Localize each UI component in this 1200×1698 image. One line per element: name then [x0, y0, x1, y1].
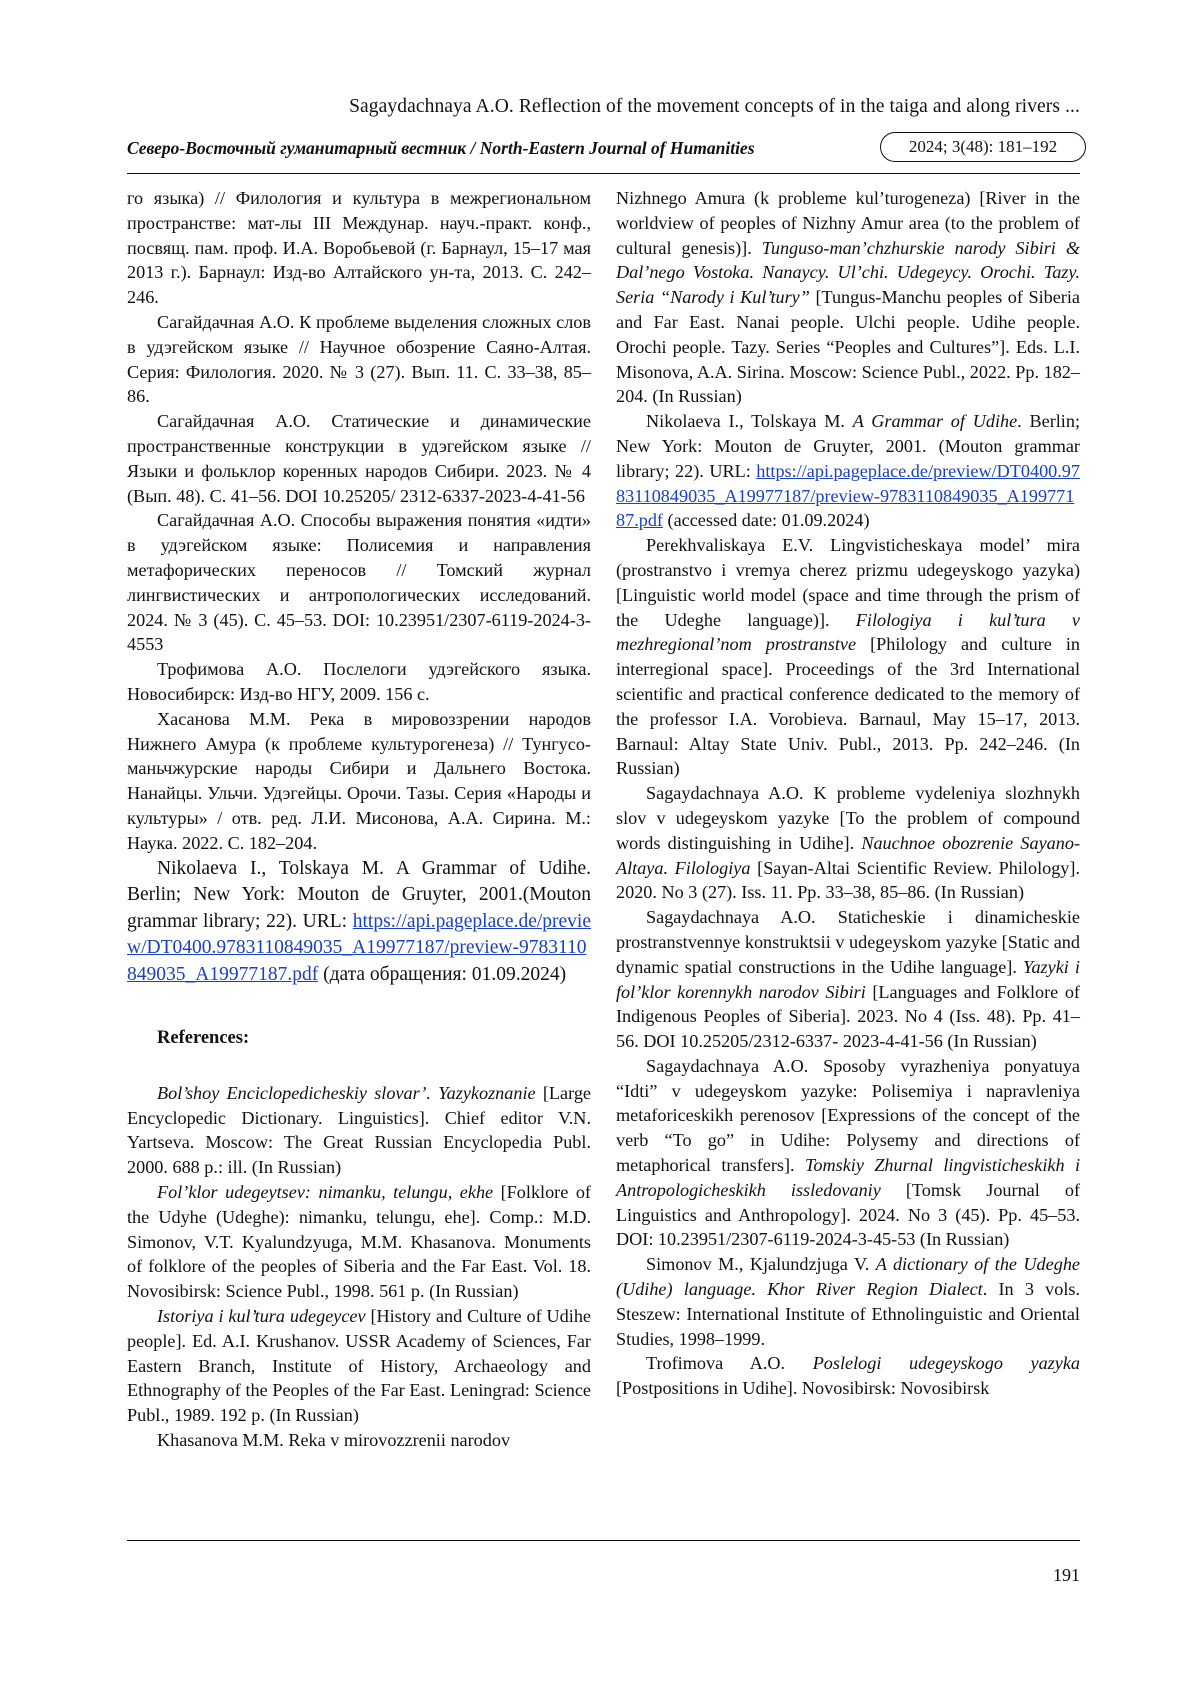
ref-entry: [127, 1180, 591, 1304]
ref-title: Tunguso-man’chzhurskie narody Sibiri & Dal’nego Vostoka. Nanaycy. Ul’chi. Udegeycy. Orochi. Tazy. Seria “Narody i Kul’tury”: [616, 237, 1080, 308]
ref-entry: [616, 781, 1080, 905]
ref-text: [Tungus-Manchu peoples of Siberia and Far East. Nanai people. Ulchi people. Udihe people. Orochi people. Tazy. Series “Peoples and Cultures”]. Eds. L.I. Misonova, A.A. Sirina. Moscow: Science Publ., 2022. Pp. 182–204. (In Russian): [616, 287, 1080, 407]
ref-text: [Postpositions in Udihe]. Novosibirsk: Novosibirsk: [616, 1378, 990, 1399]
ref-entry: Сагайдачная А.О. К проблеме выделения сложных слов в удэгейском языке // Научное обозрение Саяно-Алтая. Серия: Филология. 2020. № 3 (27). Вып. 11. С. 33–38, 85–86.: [127, 311, 591, 407]
ref-entry: [127, 1081, 591, 1180]
ref-entry: [616, 1252, 1080, 1351]
ref-entry: [127, 1304, 591, 1428]
ref-text: [Tomsk Journal of Linguistics and Anthropology]. 2024. No 3 (45). Pp. 45–53. DOI: 10.23951/2307-6119-2024-3-45-53 (In Russian): [616, 1179, 1080, 1250]
ref-entry: Хасанова М.М. Река в мировоззрении народов Нижнего Амура (к проблеме культурогенеза) // Тунгусо-маньчжурские народы Сибири и Дальнего Востока. Нанайцы. Ульчи. Удэгейцы. Орочи. Тазы. Серия «Народы и культуры» / отв. ред. Л.И. Мисонова, А.А. Сирина. М.: Наука. 2022. С. 182–204.: [127, 708, 591, 853]
header-rule: [127, 173, 1080, 174]
ref-continuation: го языка) // Филология и культура в межрегиональном пространстве: мат-лы III Междунар. науч.-практ. конф., посвящ. пам. проф. И.А. Воробьевой (г. Барнаул, 15–17 мая 2013 г.). Барнаул: Изд-во Алтайского ун-та, 2013. С. 242–246.: [127, 188, 591, 308]
ref-title: Filologiya i kul’tura v mezhregional’nom prostranstve: [616, 609, 1080, 655]
ref-title: Bol’shoy Enciclopedicheskiy slovar’. Yazykoznanie: [157, 1082, 536, 1103]
ref-title: Tomskiy Zhurnal lingvisticheskikh i Antropologicheskikh issledovaniy: [616, 1155, 1081, 1200]
issue-badge: 2024; 3(48): 181–192: [880, 132, 1086, 162]
footer-rule: [127, 1540, 1080, 1541]
journal-title: Северо-Восточный гуманитарный вестник / North-Eastern Journal of Humanities: [127, 138, 755, 158]
ref-text: [Languages and Folklore of Indigenous Peoples of Siberia]. 2023. No 4 (Iss. 48). Pp. 41–56. DOI 10.25205/2312-6337- 2023-4-41-56 (In Russian): [616, 981, 1080, 1052]
running-title: Sagaydachnaya A.O. Reflection of the movement concepts of in the taiga and along rivers ...: [349, 96, 1080, 117]
ref-text: [Philology and culture in interregional space]. Proceedings of the 3rd International scientific and practical conference dedicated to the memory of the professor I.A. Vorobieva. Barnaul, May 15–17, 2013. Barnaul: Altay State Univ. Publ., 2013. Pp. 242–246. (In Russian): [616, 634, 1080, 779]
ref-entry: Khasanova M.M. Reka v mirovozzrenii narodov: [157, 1429, 511, 1450]
ref-url-link[interactable]: https://api.pageplace.de/preview/DT0400.9783110849035_A19977187/preview-9783110849035_A19977187.pdf: [127, 910, 591, 985]
ref-text: Trofimova A.O.: [646, 1353, 813, 1374]
ref-text: Nizhnego Amura (k probleme kul’turogeneza) [River in the worldview of peoples of Nizhny Amur area (to the problem of cultural genesis)].: [616, 188, 1080, 258]
references-heading: References:: [157, 1028, 250, 1049]
ref-entry: [127, 856, 591, 989]
ref-title: Yazyki i fol’klor korennykh narodov Sibiri: [616, 956, 1080, 1002]
ref-entry: [616, 533, 1080, 781]
ref-url-link[interactable]: https://api.pageplace.de/preview/DT0400.9783110849035_A19977187/preview-9783110849035_A19977187.pdf: [616, 460, 1080, 531]
right-column: [616, 186, 1080, 1401]
ref-text: . In 3 vols. Steszew: International Institute of Ethnolinguistic and Oriental Studies, 1998–1999.: [616, 1279, 1080, 1349]
ref-entry: [616, 1351, 1080, 1401]
ref-text: Nikolaeva I., Tolskaya M. A Grammar of Udihe. Berlin; New York: Mouton de Gruyter, 2001.(Mouton grammar library; 22). URL:: [127, 857, 591, 932]
ref-entry: Трофимова А.О. Послелоги удэгейского языка. Новосибирск: Изд-во НГУ, 2009. 156 с.: [127, 659, 591, 704]
ref-text: [Folklore of the Udyhe (Udeghe): nimanku, telungu, ehe]. Comp.: M.D. Simonov, V.T. Kyalundzyuga, M.M. Khasanova. Monuments of folklore of the peoples of Siberia and the Far East. Vol. 18. Novosibirsk: Science Publ., 1998. 561 p. (In Russian): [127, 1182, 591, 1302]
ref-entry: [616, 409, 1080, 533]
ref-title: Nauchnoe obozrenie Sayano-Altaya. Filologiya: [616, 832, 1080, 878]
ref-text: Perekhvaliskaya E.V. Lingvisticheskaya model’ mira (prostranstvo i vremya cherez prizmu udegeyskogo yazyka) [Linguistic world model (space and time through the prism of the Udeghe language)].: [616, 535, 1080, 630]
ref-title: Fol’klor udegeytsev: nimanku, telungu, ekhe: [157, 1182, 494, 1202]
ref-text: Sagaydachnaya A.O. K probleme vydeleniya slozhnykh slov v udegeyskom yazyke [To the problem of compound words distinguishing in Udihe].: [616, 783, 1080, 853]
ref-title: Istoriya i kul’tura udegeycev: [157, 1305, 366, 1326]
ref-text: Simonov M., Kjalundzjuga V.: [646, 1254, 876, 1275]
ref-continuation: [616, 186, 1080, 409]
ref-entry: Сагайдачная А.О. Способы выражения понятия «идти» в удэгейском языке: Полисемия и направления метафорических переносов // Томский журнал лингвистических и антропологических исследований. 2024. № 3 (45). С. 45–53. DOI: 10.23951/2307-6119-2024-3-4553: [127, 510, 591, 655]
ref-text: . Berlin; New York: Mouton de Gruyter, 2001. (Mouton grammar library; 22). URL:: [616, 411, 1080, 481]
ref-text: (дата обращения: 01.09.2024): [318, 963, 567, 985]
ref-title: Poslelogi udegeyskogo yazyka: [812, 1353, 1080, 1374]
ref-title: A dictionary of the Udeghe (Udihe) language. Khor River Region Dialect: [616, 1254, 1080, 1300]
ref-text: Nikolaeva I., Tolskaya M.: [646, 411, 853, 432]
ref-text: Sagaydachnaya A.O. Staticheskie i dinamicheskie prostranstvennye konstruktsii v udegeyskom yazyke [Static and dynamic spatial constructions in the Udihe language].: [616, 907, 1080, 977]
ref-title: A Grammar of Udihe: [852, 411, 1018, 432]
ref-text: [Sayan-Altai Scientific Review. Philology]. 2020. No 3 (27). Iss. 11. Pp. 33–38, 85–86. (In Russian): [616, 857, 1081, 903]
ref-text: (accessed date: 01.09.2024): [662, 510, 870, 531]
left-column: [127, 186, 591, 1453]
ref-text: [Large Encyclopedic Dictionary. Linguistics]. Chief editor V.N. Yartseva. Moscow: The Great Russian Encyclopedia Publ. 2000. 688 p.: ill. (In Russian): [127, 1082, 591, 1178]
ref-entry: Сагайдачная А.О. Статические и динамические пространственные конструкции в удэгейском языке // Языки и фольклор коренных народов Сибири. 2023. № 4 (Вып. 48). С. 41–56. DOI 10.25205/ 2312-6337-2023-4-41-56: [127, 411, 591, 506]
ref-entry: [616, 905, 1080, 1054]
page-number: 191: [1053, 1565, 1080, 1585]
ref-text: [History and Culture of Udihe people]. Ed. A.I. Krushanov. USSR Academy of Sciences, Far Eastern Branch, Institute of History, Archaeology and Ethnography of the Peoples of the Far East. Leningrad: Science Publ., 1989. 192 p. (In Russian): [127, 1305, 591, 1426]
ref-text: Sagaydachnaya A.O. Sposoby vyrazheniya ponyatuya “Idti” v udegeyskom yazyke: Polisemiya i napravleniya metaforiceskikh perenosov [Expressions of the concept of the verb “To go” in Udihe: Polysemy and directions of metaphorical transfers].: [616, 1055, 1080, 1176]
ref-entry: [616, 1054, 1080, 1252]
